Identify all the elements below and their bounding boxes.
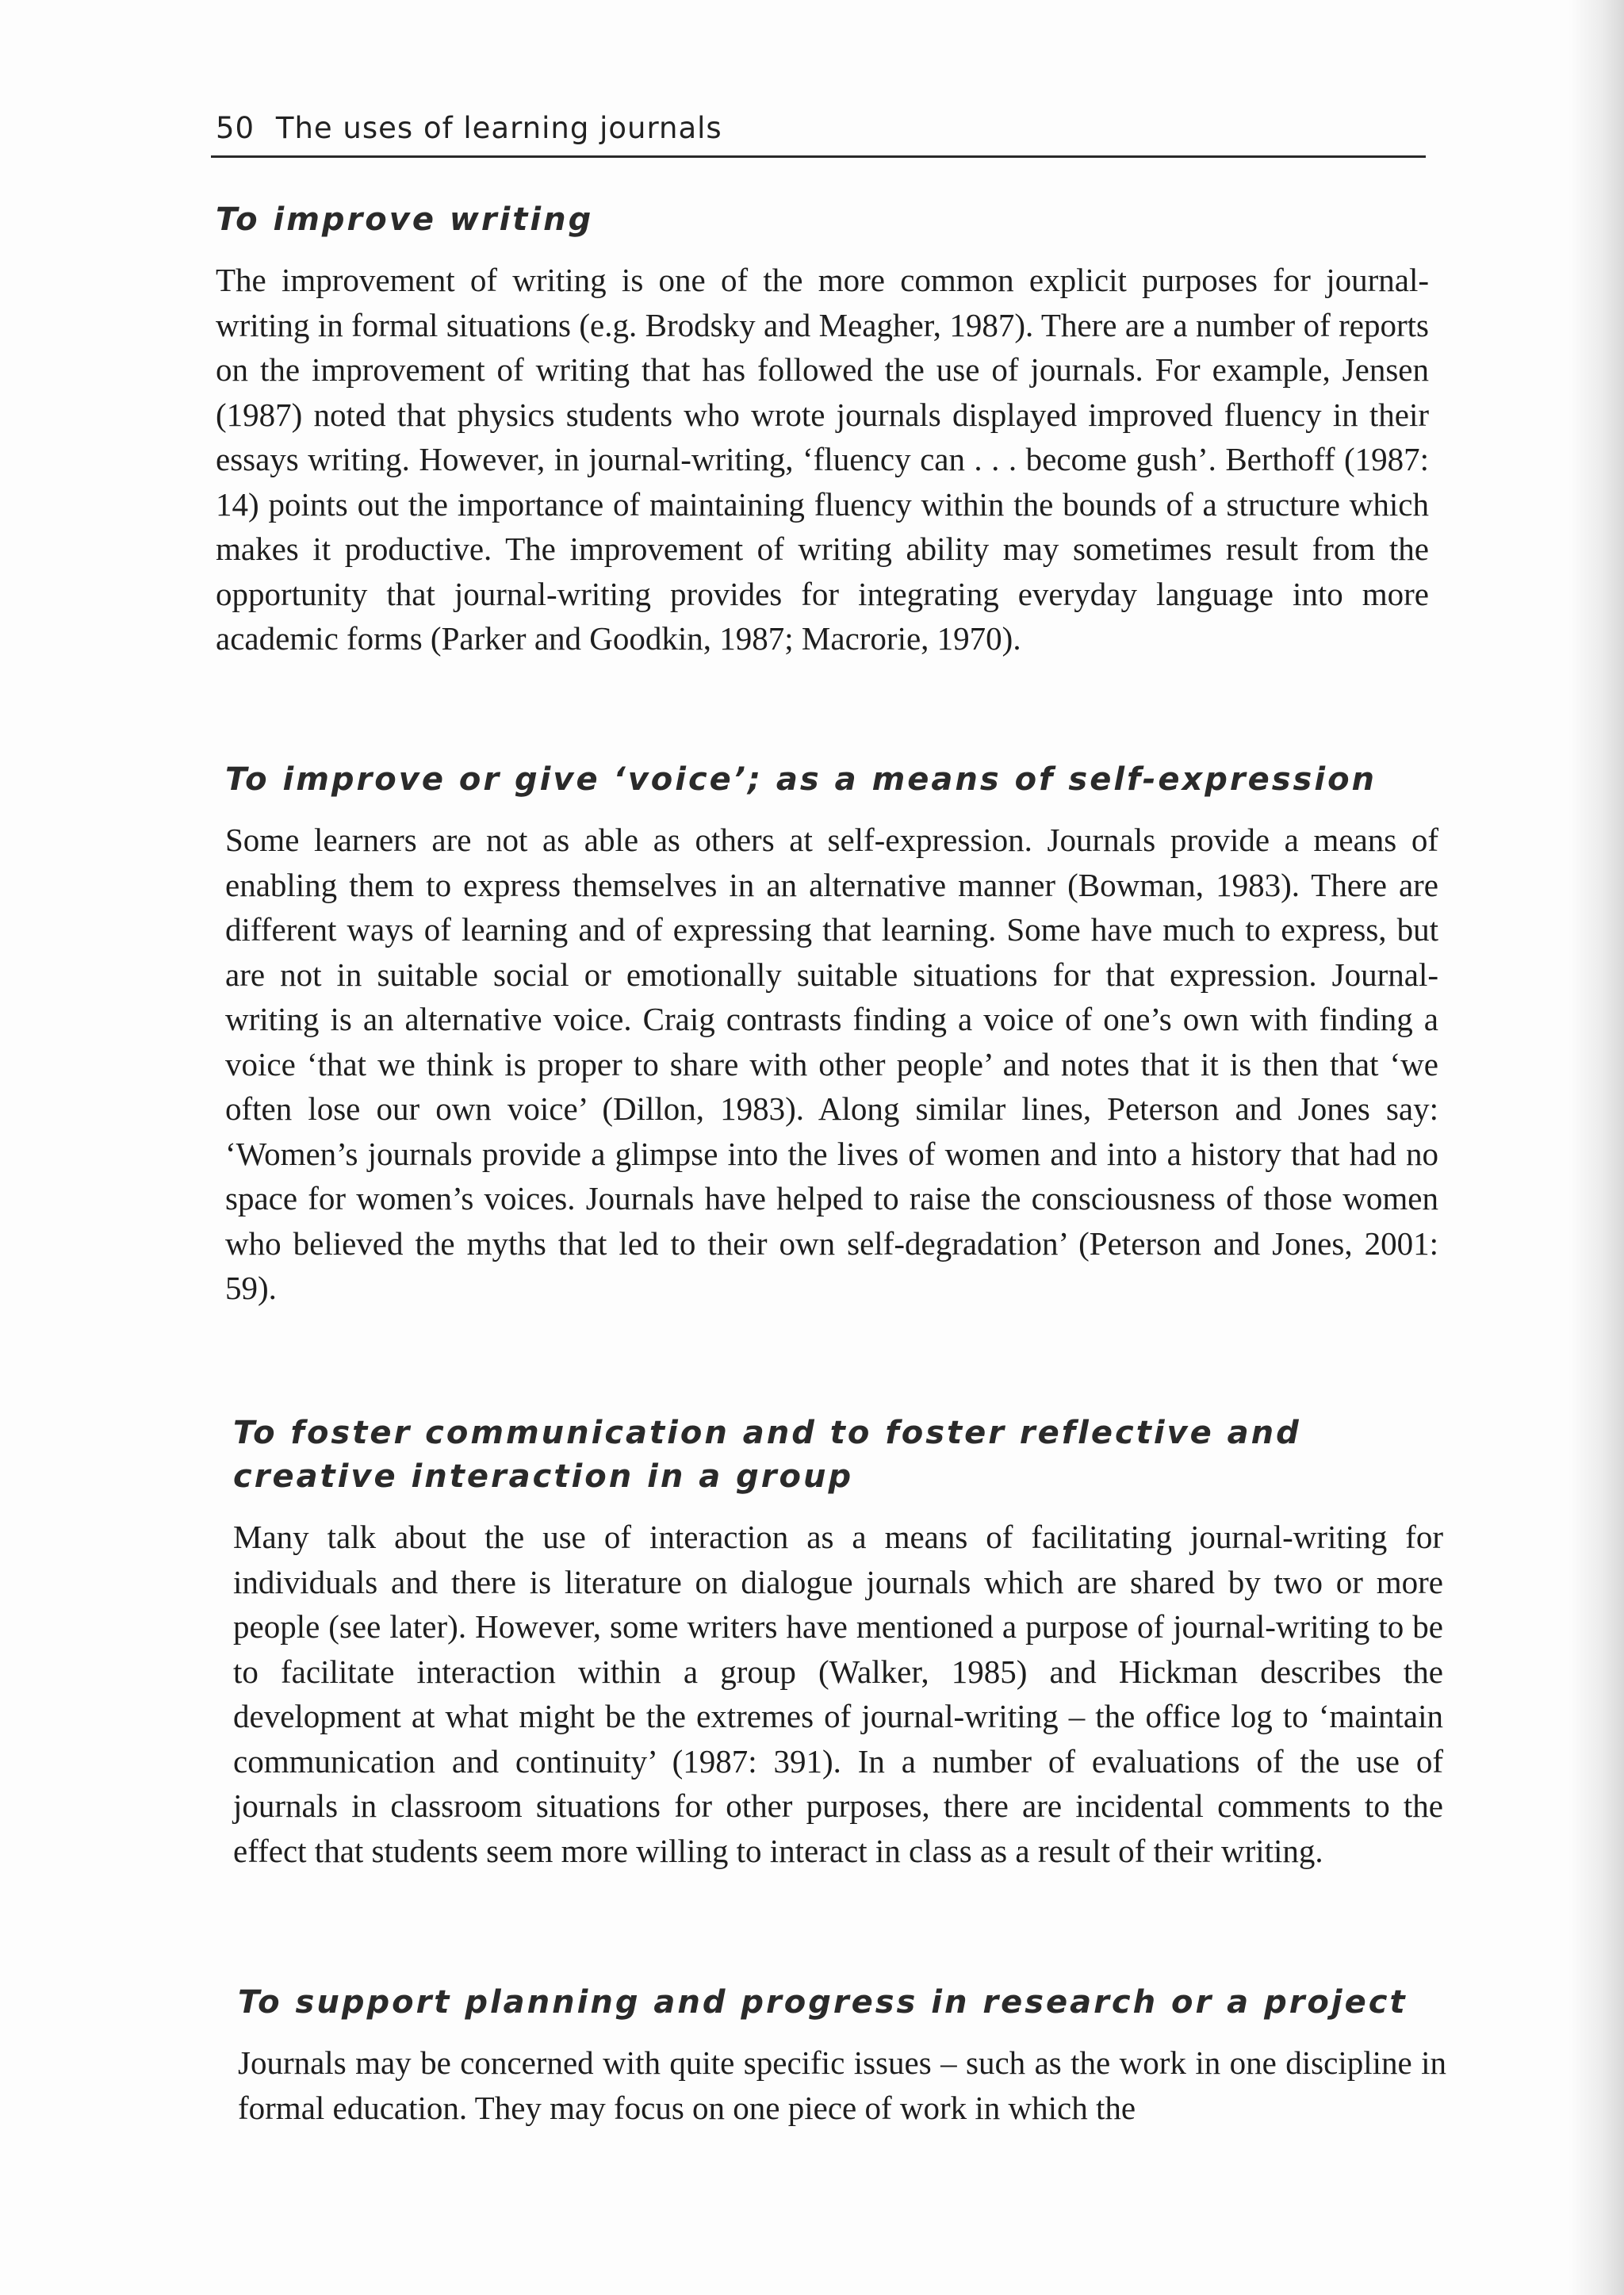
page-number: 50	[216, 111, 255, 145]
section-paragraph: Journals may be concerned with quite specific issues – such as the work in one discipline in formal education. They may focus on one piece of work in which the	[238, 2044, 1446, 2126]
section-support-planning	[238, 1981, 1446, 2130]
scan-shadow-edge	[1568, 0, 1624, 2295]
header-rule	[211, 155, 1426, 158]
section-heading: To improve or give ‘voice’; as a means of self-expression	[225, 761, 1377, 798]
running-head-title: The uses of learning journals	[275, 111, 722, 145]
section-heading: To support planning and progress in research or a project	[238, 1984, 1408, 2021]
section-foster-communication	[233, 1412, 1443, 1873]
section-give-voice	[225, 758, 1438, 1311]
running-head	[216, 111, 1425, 145]
section-paragraph: The improvement of writing is one of the more common explicit purposes for journal-writing in formal situations (e.g. Brodsky and Meagher, 1987). There are a number of reports on the improvement of writing that has followed the use of journals. For example, Jensen (1987) noted that physics students who wrote journals displayed improved fluency in their essays writing. However, in journal-writing, ‘fluency can . . . become gush’. Berthoff (1987: 14) points out the importance of maintaining fluency within the bounds of a structure which makes it productive. The improvement of writing ability may sometimes result from the opportunity that journal-writing provides for integrating everyday language into more academic forms (Parker and Goodkin, 1987; Macrorie, 1970).	[216, 262, 1429, 657]
section-paragraph: Many talk about the use of interaction as a means of facilitating journal-writing for individuals and there is literature on dialogue journals which are shared by two or more people (see later). However, some writers have mentioned a purpose of journal-writing to be to facilitate interaction within a group (Walker, 1985) and Hickman describes the development at what might be the extremes of journal-writing – the office log to ‘maintain communication and continuity’ (1987: 391). In a number of evaluations of the use of journals in classroom situations for other purposes, there are incidental comments to the effect that students seem more willing to interact in class as a result of their writing.	[233, 1519, 1443, 1869]
section-heading: To foster communication and to foster reflective and creative interaction in a group	[233, 1415, 1301, 1495]
section-paragraph: Some learners are not as able as others at self-expression. Journals provide a means of enabling them to express themselves in an alternative manner (Bowman, 1983). There are different ways of learning and of expressing that learning. Some have much to express, but are not in suitable social or emotionally suitable situations for that expression. Journal-writing is an alternative voice. Craig contrasts finding a voice of one’s own with finding a voice ‘that we think is proper to share with other people’ and notes that it is then that ‘we often lose our own voice’ (Dillon, 1983). Along similar lines, Peterson and Jones say: ‘Women’s journals provide a glimpse into the lives of women and into a history that had no space for women’s voices. Journals have helped to raise the consciousness of those women who believed the myths that led to their own self-degradation’ (Peterson and Jones, 2001: 59).	[225, 822, 1438, 1306]
section-improve-writing	[216, 198, 1429, 661]
section-heading: To improve writing	[216, 201, 594, 238]
